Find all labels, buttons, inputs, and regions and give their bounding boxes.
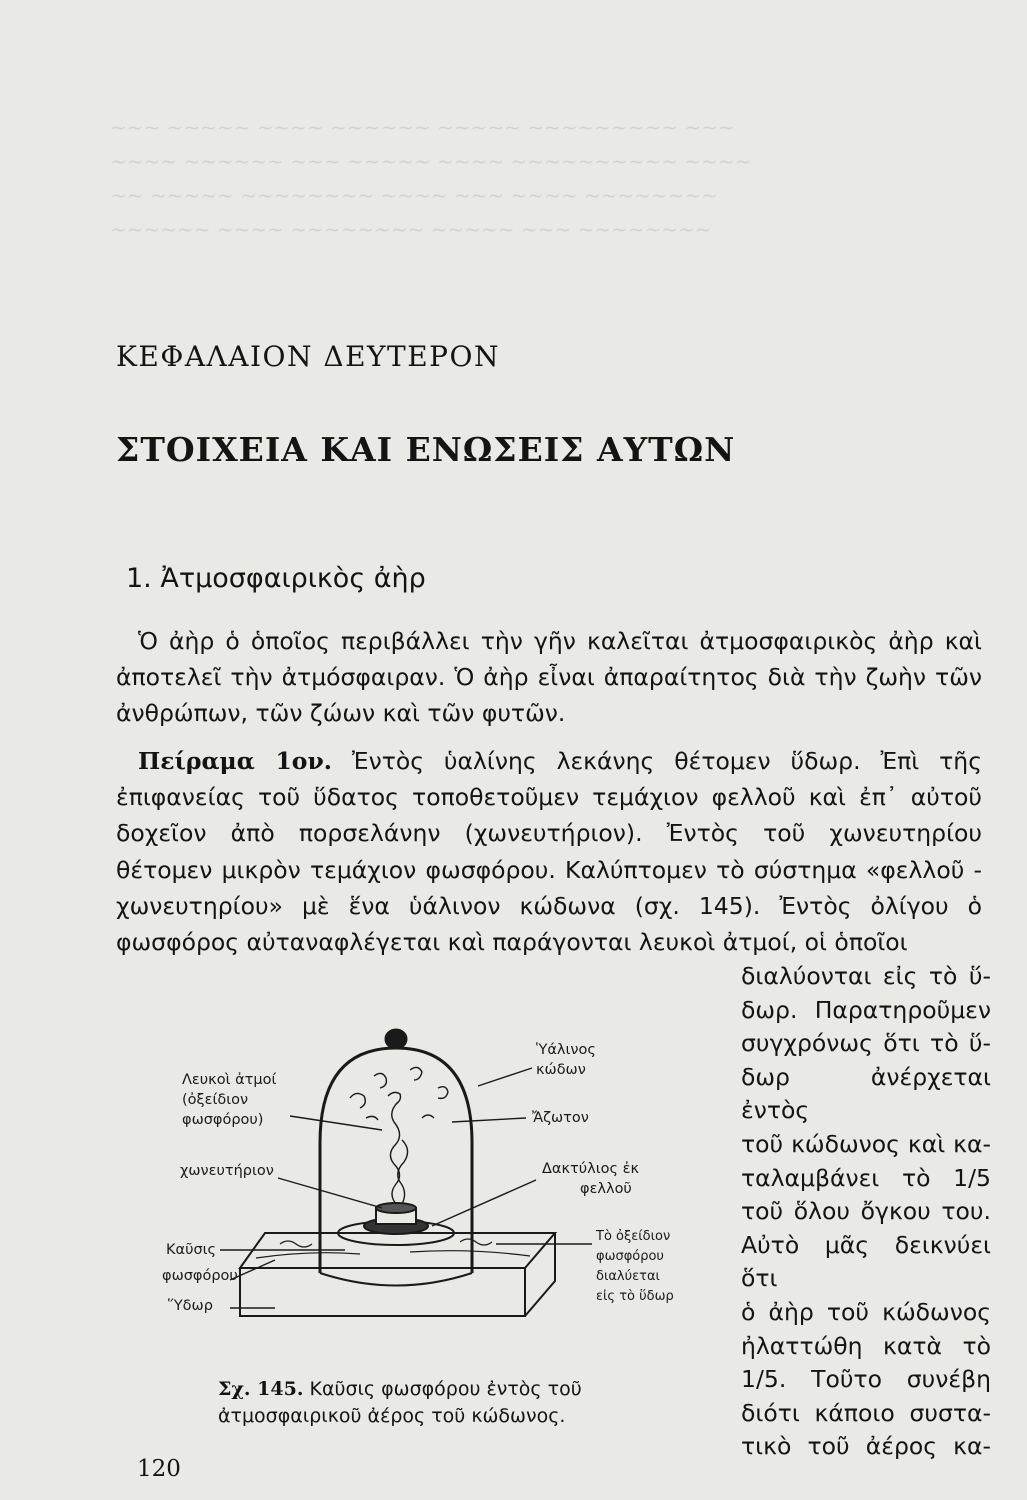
label-glass-bell: Ὑάλινος bbox=[536, 1042, 596, 1058]
label-oxide: Τὸ ὀξείδιον bbox=[596, 1229, 671, 1244]
label-glass-bell: κώδων bbox=[536, 1062, 586, 1078]
side-line: δωρ. Παρατηροῦμεν bbox=[741, 995, 991, 1024]
glass-bell-illustration bbox=[320, 1030, 472, 1286]
label-combustion: Καῦσις bbox=[166, 1242, 217, 1258]
side-line: ὁ ἀὴρ τοῦ κώδωνος bbox=[741, 1297, 991, 1326]
white-vapors-illustration bbox=[350, 1067, 448, 1204]
label-nitrogen: Ἄζωτον bbox=[532, 1110, 589, 1126]
label-crucible: χωνευτήριον bbox=[180, 1163, 274, 1179]
side-line: ταλαμβάνει τὸ 1/5 bbox=[741, 1163, 991, 1192]
caption-label: Σχ. 145. bbox=[218, 1378, 304, 1400]
side-line: 1/5. Τοῦτο συνέβη bbox=[741, 1365, 991, 1394]
side-line: δωρ ἀνέρχεται ἐντὸς bbox=[741, 1062, 991, 1125]
caption-line-1: Καῦσις φωσφόρου ἐντὸς τοῦ bbox=[309, 1378, 582, 1400]
label-oxide: εἰς τὸ ὕδωρ bbox=[596, 1289, 674, 1304]
chapter-heading: ΚΕΦΑΛΑΙΟΝ ΔΕΥΤΕΡΟΝ bbox=[116, 340, 500, 373]
side-column-text bbox=[741, 960, 991, 1464]
label-white-vapors: (ὀξείδιον bbox=[182, 1092, 249, 1108]
paragraph-1: Ὁ ἀὴρ ὁ ὁποῖος περιβάλλει τὴν γῆν καλεῖται ἀτμοσφαιρικὸς ἀὴρ καὶ ἀποτελεῖ τὴν ἀτμόσφαιραν. Ὁ ἀὴρ εἶναι ἀπαραίτητος διὰ τὴν ζωὴν τῶν ἀνθρώπων, τῶν ζώων καὶ τῶν φυτῶν. bbox=[116, 627, 982, 728]
side-line: Αὐτὸ μᾶς δεικνύει ὅτι bbox=[741, 1230, 991, 1293]
section-title: 1. Ἀτμοσφαιρικὸς ἀὴρ bbox=[126, 563, 426, 594]
figure-caption bbox=[218, 1376, 582, 1430]
label-white-vapors: Λευκοὶ ἀτμοί bbox=[182, 1072, 277, 1088]
side-line: τοῦ ὅλου ὄγκου του. bbox=[741, 1197, 991, 1226]
side-line: διότι κάποιο συστα- bbox=[741, 1398, 991, 1427]
side-line: ἠλαττώθη κατὰ τὸ bbox=[741, 1331, 991, 1360]
caption-line-2: ἀτμοσφαιρικοῦ ἀέρος τοῦ κώδωνος. bbox=[218, 1405, 566, 1427]
label-cork-ring: Δακτύλιος ἐκ bbox=[542, 1161, 640, 1177]
experiment-text: Ἐντὸς ὑαλίνης λεκάνης θέτομεν ὕδωρ. Ἐπὶ τῆς ἐπιφανείας τοῦ ὕδατος τοποθετοῦμεν τεμάχιον φελλοῦ καὶ ἐπ᾽ αὐτοῦ δοχεῖον ἀπὸ πορσελάνην (χωνευτήριον). Ἐντὸς τοῦ χωνευτηρίου θέτομεν μικρὸν τεμάχιον φωσφόρου. Καλύπτομεν τὸ σύστημα «φελλοῦ - χωνευτηρίου» μὲ ἕνα ὑάλινον κώδωνα (σχ. 145). Ἐντὸς ὀλίγου ὁ φωσφόρος αὐταναφλέγεται καὶ παράγονται λευκοὶ ἀτμοί, οἱ ὁποῖοι bbox=[116, 747, 982, 957]
side-line: διαλύονται εἰς τὸ ὕ- bbox=[741, 962, 991, 990]
side-line: συγχρόνως ὅτι τὸ ὕ- bbox=[741, 1029, 991, 1058]
label-pointers bbox=[220, 1068, 592, 1308]
side-line: τικὸ τοῦ ἀέρος κα- bbox=[741, 1432, 991, 1461]
side-line: τοῦ κώδωνος καὶ κα- bbox=[741, 1129, 991, 1158]
paragraph-2 bbox=[116, 743, 982, 960]
chapter-title: ΣΤΟΙΧΕΙΑ ΚΑΙ ΕΝΩΣΕΙΣ ΑΥΤΩΝ bbox=[116, 430, 736, 469]
label-white-vapors: φωσφόρου) bbox=[182, 1112, 264, 1128]
experiment-label: Πείραμα 1ον. bbox=[138, 747, 332, 775]
bleed-through-text: ~~~ ~~~~~ ~~~~ ~~~~~~ ~~~~~ ~~~~~~~~~ ~~~ ~~~~ ~~~~~~ ~~~ ~~~~~ ~~~~ ~~~~~~~~~~ ~~~~ ~~ ~~~~~ ~~~~~~~~ ~~~~ ~~~ ~~~~ ~~~~~~~~ ~~~~~~ ~~~~ ~~~~~~~~ ~~~~~ ~~~ ~~~~~~~~ bbox=[110, 115, 752, 241]
label-oxide: διαλύεται bbox=[596, 1269, 660, 1284]
page-number: 120 bbox=[137, 1456, 181, 1482]
label-combustion: φωσφόρου bbox=[162, 1268, 238, 1284]
label-cork-ring: φελλοῦ bbox=[580, 1181, 632, 1197]
experiment-figure bbox=[160, 1018, 674, 1330]
label-water: Ὕδωρ bbox=[168, 1298, 213, 1314]
label-oxide: φωσφόρου bbox=[596, 1249, 664, 1264]
